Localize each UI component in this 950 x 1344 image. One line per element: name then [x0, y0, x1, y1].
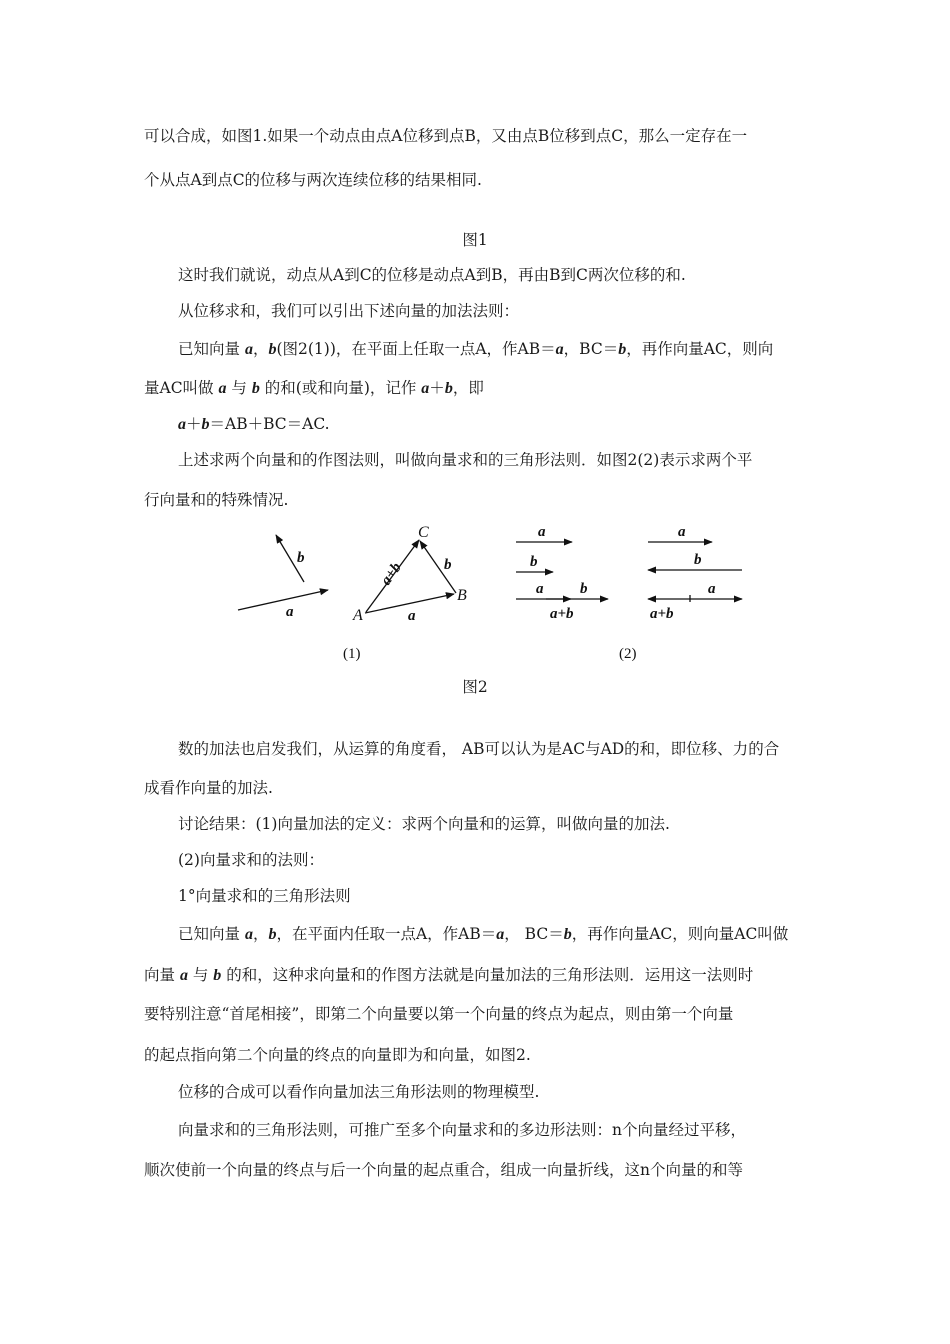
vector-a: a	[178, 416, 186, 433]
vector-a: a	[244, 926, 253, 943]
text: ，再作向量AC，则向量AC叫做	[571, 925, 789, 943]
label-a: a	[536, 581, 544, 597]
label-b: b	[530, 554, 538, 570]
paragraph-line: 这时我们就说，动点从A到C的位移是动点A到B，再由B到C两次位移的和.	[178, 266, 686, 284]
label-b: b	[580, 581, 588, 597]
figure-2	[0, 516, 950, 666]
vector-a: a	[179, 967, 188, 984]
paragraph-line: 位移的合成可以看作向量加法三角形法则的物理模型.	[178, 1083, 540, 1101]
text: ，	[252, 925, 269, 943]
vector-b: b	[268, 926, 277, 943]
vector-b: b	[251, 380, 260, 397]
paragraph-line: 1°向量求和的三角形法则	[178, 887, 351, 905]
subfigure-1-label: (1)	[343, 646, 361, 662]
paragraph-line: 个从点A到点C的位移与两次连续位移的结果相同.	[144, 171, 482, 189]
label-a: a	[538, 524, 546, 540]
text: ＝AB＋BC＝AC.	[209, 415, 330, 433]
text: ＋	[429, 379, 445, 397]
label-a: a	[286, 604, 294, 620]
label-b: b	[444, 557, 452, 573]
paragraph-line: 可以合成，如图1.如果一个动点由点A位移到点B，又由点B位移到点C，那么一定存在一	[144, 127, 748, 145]
subfigure-2-label: (2)	[619, 646, 637, 662]
point-B: B	[457, 587, 467, 604]
vector-b: b	[444, 380, 453, 397]
text: 量AC叫做	[144, 379, 219, 397]
paragraph-line: 顺次使前一个向量的终点与后一个向量的起点重合，组成一向量折线，这n个向量的和等	[144, 1161, 743, 1179]
text: 已知向量	[178, 340, 245, 358]
text: 的和，这种求向量和的作图方法就是向量加法的三角形法则．运用这一法则时	[221, 966, 754, 984]
paragraph-line: 讨论结果：(1)向量加法的定义：求两个向量和的运算，叫做向量的加法.	[178, 815, 670, 833]
label-a: a	[708, 581, 716, 597]
text: ，BC＝	[563, 340, 619, 358]
paragraph-line: 上述求两个向量和的作图法则，叫做向量求和的三角形法则．如图2(2)表示求两个平	[178, 451, 753, 469]
paragraph-line: 从位移求和，我们可以引出下述向量的加法法则：	[178, 302, 520, 320]
vector-a: a	[496, 926, 505, 943]
paragraph-line	[144, 378, 808, 399]
paragraph-line: 向量求和的三角形法则，可推广至多个向量求和的多边形法则：n个向量经过平移，	[178, 1121, 746, 1139]
label-a: a	[408, 608, 416, 624]
vector-a: a	[218, 380, 227, 397]
text: ， BC＝	[504, 925, 564, 943]
label-sum: a+b	[378, 559, 405, 589]
paragraph-line: 行向量和的特殊情况.	[144, 491, 289, 509]
paragraph-line	[178, 339, 842, 360]
formula-line	[178, 414, 842, 435]
vector-b: b	[213, 967, 222, 984]
paragraph-line: 数的加法也启发我们，从运算的角度看， AB可以认为是AC与AD的和，即位移、力的合	[178, 740, 780, 758]
vector-a: a	[555, 341, 564, 358]
text: ＋	[186, 415, 202, 433]
text: ，即	[452, 379, 484, 397]
text: 与	[187, 966, 214, 984]
vector-a: a	[421, 380, 430, 397]
vector-b: b	[201, 416, 210, 433]
label-sum: a+b	[650, 606, 674, 622]
text: 与	[226, 379, 252, 397]
paragraph-line	[178, 924, 842, 945]
paragraph-line: 成看作向量的加法.	[144, 779, 273, 797]
vector-b: b	[268, 341, 277, 358]
figure-1-caption: 图1	[462, 231, 488, 249]
text: 的和(或和向量)，记作	[259, 379, 422, 397]
label-b: b	[297, 550, 305, 566]
paragraph-line: 要特别注意“首尾相接”，即第二个向量要以第一个向量的终点为起点，则由第一个向量	[144, 1005, 734, 1023]
text: ，再作向量AC，则向	[626, 340, 774, 358]
vector-a-arrow	[238, 590, 328, 610]
text: ，	[252, 340, 269, 358]
point-C: C	[418, 524, 429, 541]
label-sum: a+b	[550, 606, 574, 622]
vector-a: a	[244, 341, 253, 358]
point-A: A	[353, 607, 363, 624]
figure-2-caption: 图2	[462, 678, 488, 696]
vector-b: b	[618, 341, 627, 358]
vector-b: b	[563, 926, 572, 943]
text: 已知向量	[178, 925, 245, 943]
text: ，在平面内任取一点A，作AB＝	[276, 925, 497, 943]
label-b: b	[694, 552, 702, 568]
paragraph-line: (2)向量求和的法则：	[178, 851, 324, 869]
text: (图2(1))，在平面上任取一点A，作AB＝	[276, 340, 556, 358]
text: 向量	[144, 966, 180, 984]
paragraph-line: 的起点指向第二个向量的终点的向量即为和向量，如图2.	[144, 1046, 531, 1064]
label-a: a	[678, 524, 686, 540]
paragraph-line	[144, 965, 808, 986]
